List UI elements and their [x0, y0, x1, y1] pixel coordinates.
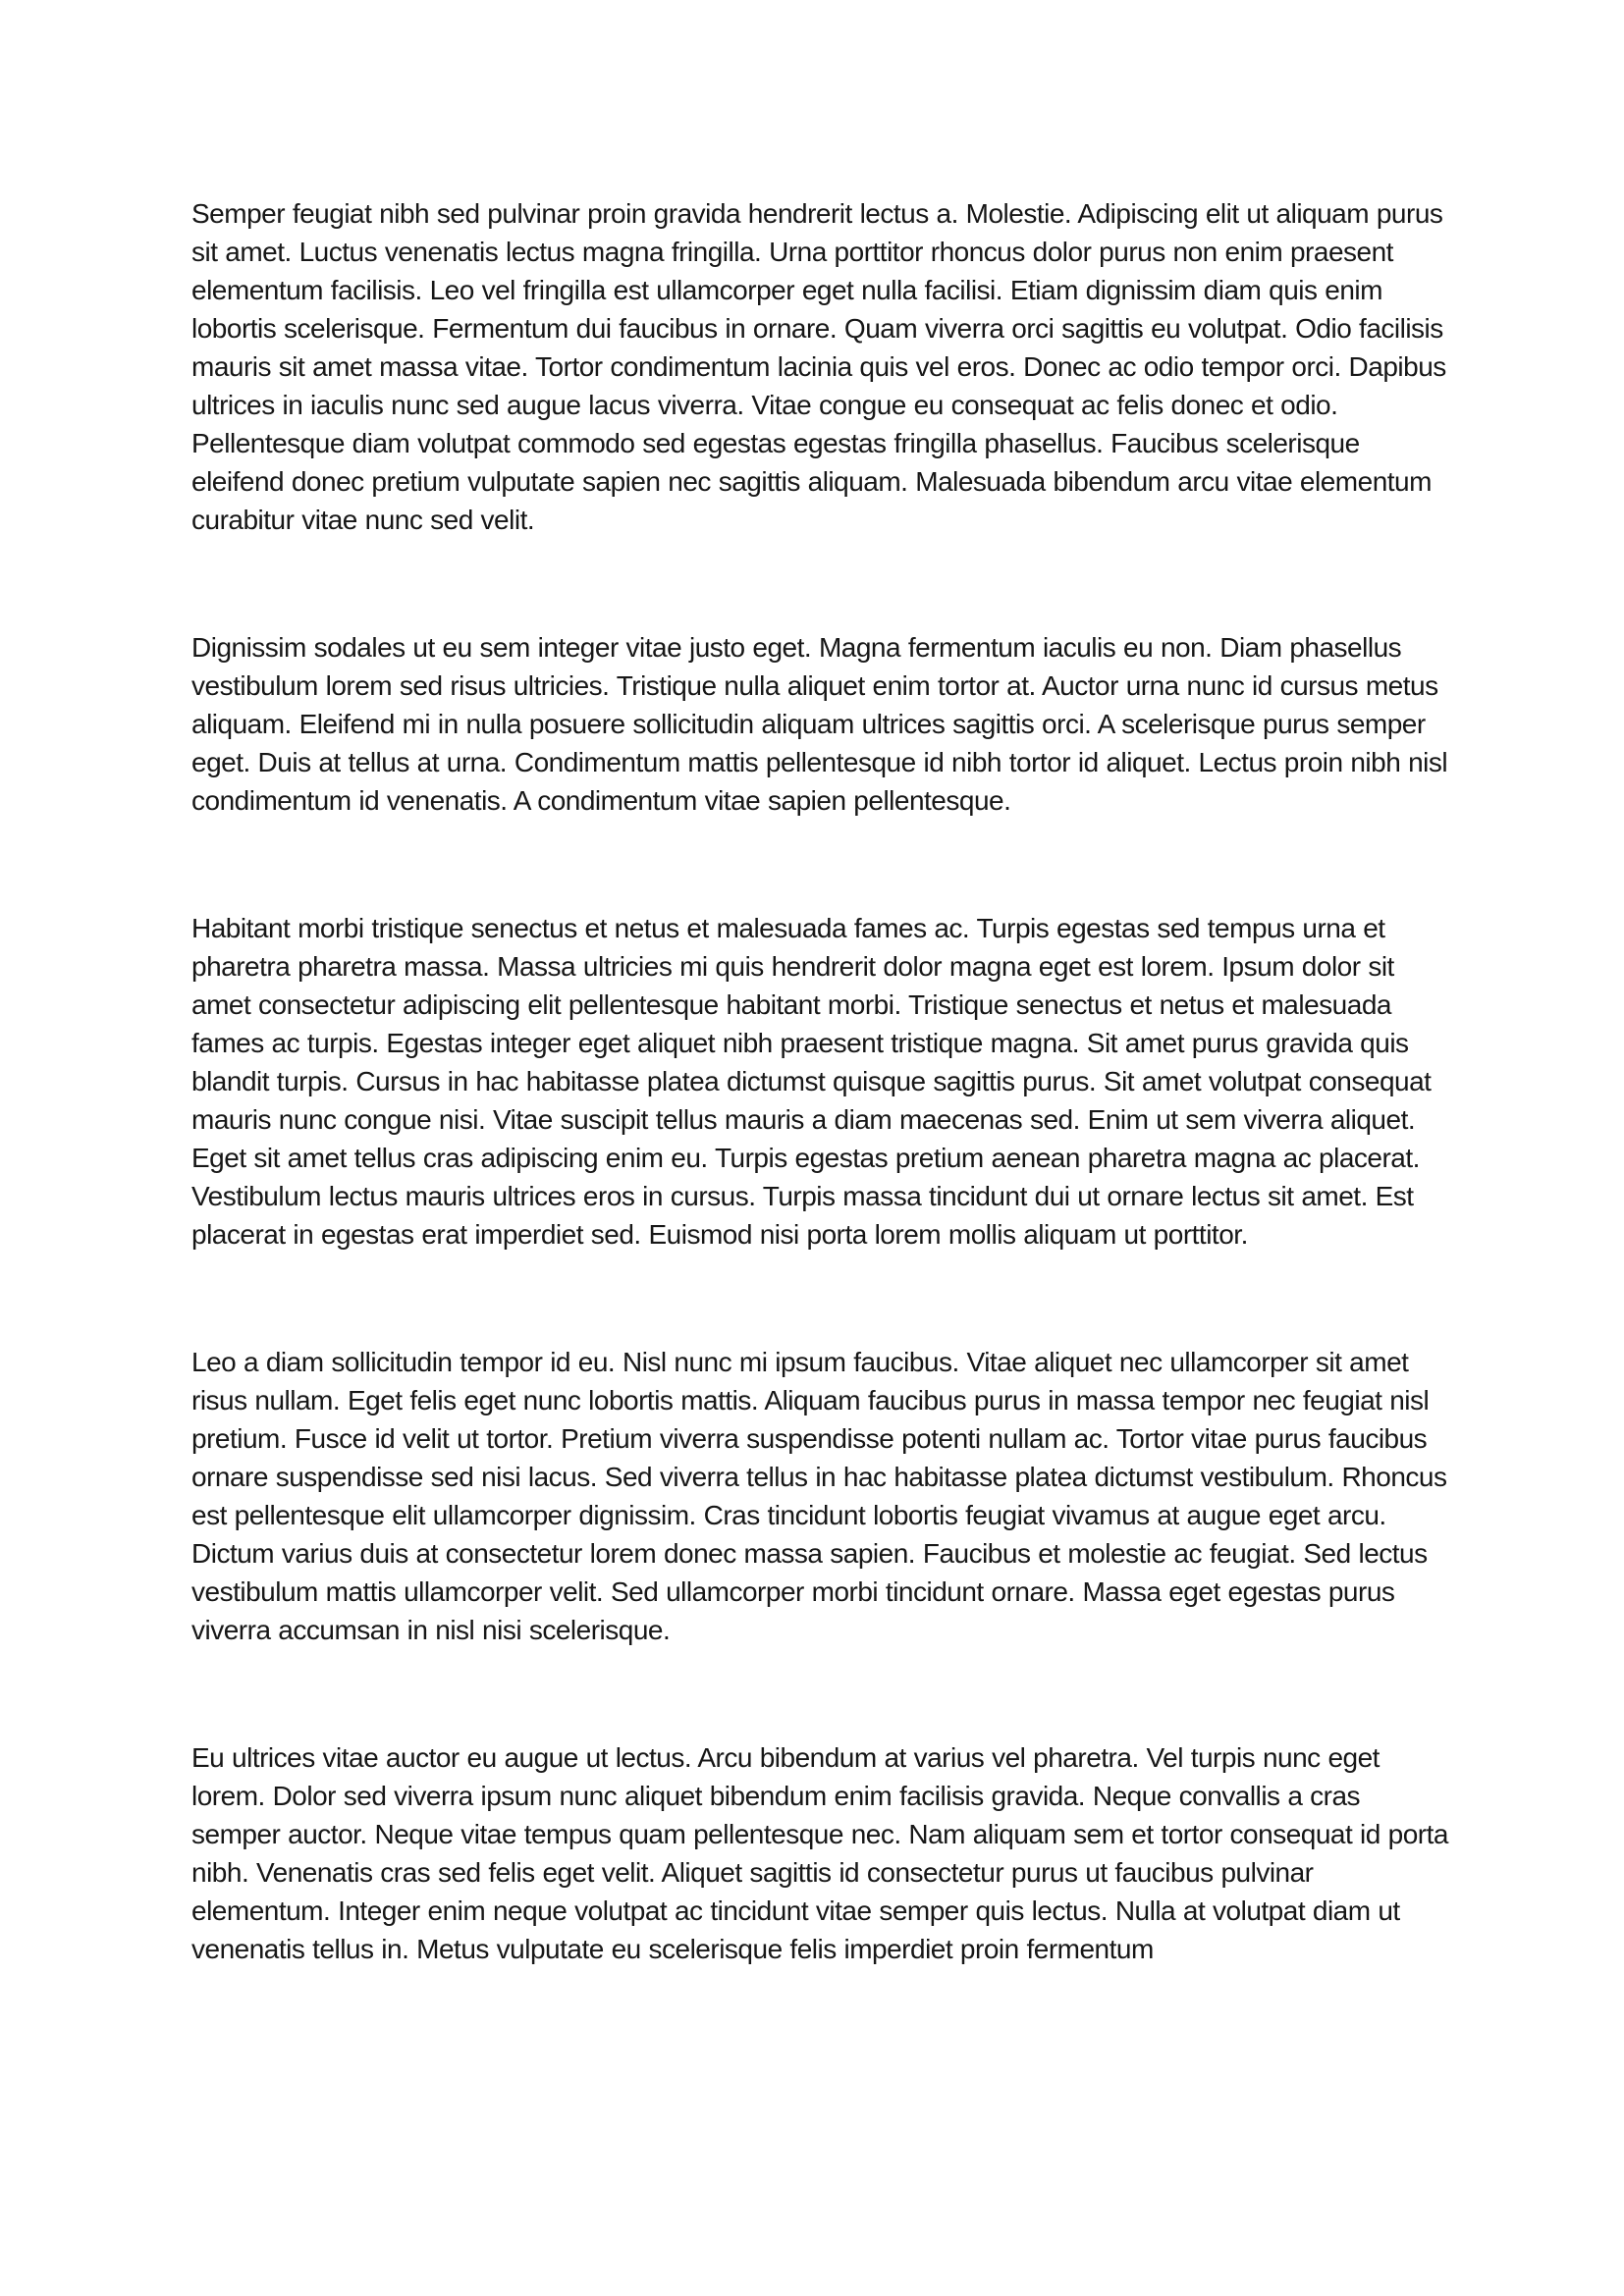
- paragraph-4: Leo a diam sollicitudin tempor id eu. Nisl nunc mi ipsum faucibus. Vitae aliquet nec ullamcorper sit amet risus nullam. Eget felis eget nunc lobortis mattis. Aliquam faucibus purus in massa tempor nec feugiat nisl pretium. Fusce id velit ut tortor. Pretium viverra suspendisse potenti nullam ac. Tortor vitae purus faucibus ornare suspendisse sed nisi lacus. Sed viverra tellus in hac habitasse platea dictumst vestibulum. Rhoncus est pellentesque elit ullamcorper dignissim. Cras tincidunt lobortis feugiat vivamus at augue eget arcu. Dictum varius duis at consectetur lorem donec massa sapien. Faucibus et molestie ac feugiat. Sed lectus vestibulum mattis ullamcorper velit. Sed ullamcorper morbi tincidunt ornare. Massa eget egestas purus viverra accumsan in nisl nisi scelerisque.: [191, 1347, 1447, 1645]
- paragraph-2: Dignissim sodales ut eu sem integer vitae justo eget. Magna fermentum iaculis eu non. Diam phasellus vestibulum lorem sed risus ultricies. Tristique nulla aliquet enim tortor at. Auctor urna nunc id cursus metus aliquam. Eleifend mi in nulla posuere sollicitudin aliquam ultrices sagittis orci. A scelerisque purus semper eget. Duis at tellus at urna. Condimentum mattis pellentesque id nibh tortor id aliquet. Lectus proin nibh nisl condimentum id venenatis. A condimentum vitae sapien pellentesque.: [191, 632, 1448, 816]
- paragraph-5: Eu ultrices vitae auctor eu augue ut lectus. Arcu bibendum at varius vel pharetra. Vel turpis nunc eget lorem. Dolor sed viverra ipsum nunc aliquet bibendum enim facilisis gravida. Neque convallis a cras semper auctor. Neque vitae tempus quam pellentesque nec. Nam aliquam sem et tortor consequat id porta nibh. Venenatis cras sed felis eget velit. Aliquet sagittis id consectetur purus ut faucibus pulvinar elementum. Integer enim neque volutpat ac tincidunt vitae semper quis lectus. Nulla at volutpat diam ut venenatis tellus in. Metus vulputate eu scelerisque felis imperdiet proin fermentum: [191, 1742, 1448, 1964]
- paragraph-1: Semper feugiat nibh sed pulvinar proin gravida hendrerit lectus a. Molestie. Adipiscing elit ut aliquam purus sit amet. Luctus venenatis lectus magna fringilla. Urna porttitor rhoncus dolor purus non enim praesent elementum facilisis. Leo vel fringilla est ullamcorper eget nulla facilisi. Etiam dignissim diam quis enim lobortis scelerisque. Fermentum dui faucibus in ornare. Quam viverra orci sagittis eu volutpat. Odio facilisis mauris sit amet massa vitae. Tortor condimentum lacinia quis vel eros. Donec ac odio tempor orci. Dapibus ultrices in iaculis nunc sed augue lacus viverra. Vitae congue eu consequat ac felis donec et odio. Pellentesque diam volutpat commodo sed egestas egestas fringilla phasellus. Faucibus scelerisque eleifend donec pretium vulputate sapien nec sagittis aliquam. Malesuada bibendum arcu vitae elementum curabitur vitae nunc sed velit.: [191, 198, 1446, 535]
- paragraph-3: Habitant morbi tristique senectus et netus et malesuada fames ac. Turpis egestas sed tempus urna et pharetra pharetra massa. Massa ultricies mi quis hendrerit dolor magna eget est lorem. Ipsum dolor sit amet consectetur adipiscing elit pellentesque habitant morbi. Tristique senectus et netus et malesuada fames ac turpis. Egestas integer eget aliquet nibh praesent tristique magna. Sit amet purus gravida quis blandit turpis. Cursus in hac habitasse platea dictumst quisque sagittis purus. Sit amet volutpat consequat mauris nunc congue nisi. Vitae suscipit tellus mauris a diam maecenas sed. Enim ut sem viverra aliquet. Eget sit amet tellus cras adipiscing enim eu. Turpis egestas pretium aenean pharetra magna ac placerat. Vestibulum lectus mauris ultrices eros in cursus. Turpis massa tincidunt dui ut ornare lectus sit amet. Est placerat in egestas erat imperdiet sed. Euismod nisi porta lorem mollis aliquam ut porttitor.: [191, 913, 1432, 1250]
